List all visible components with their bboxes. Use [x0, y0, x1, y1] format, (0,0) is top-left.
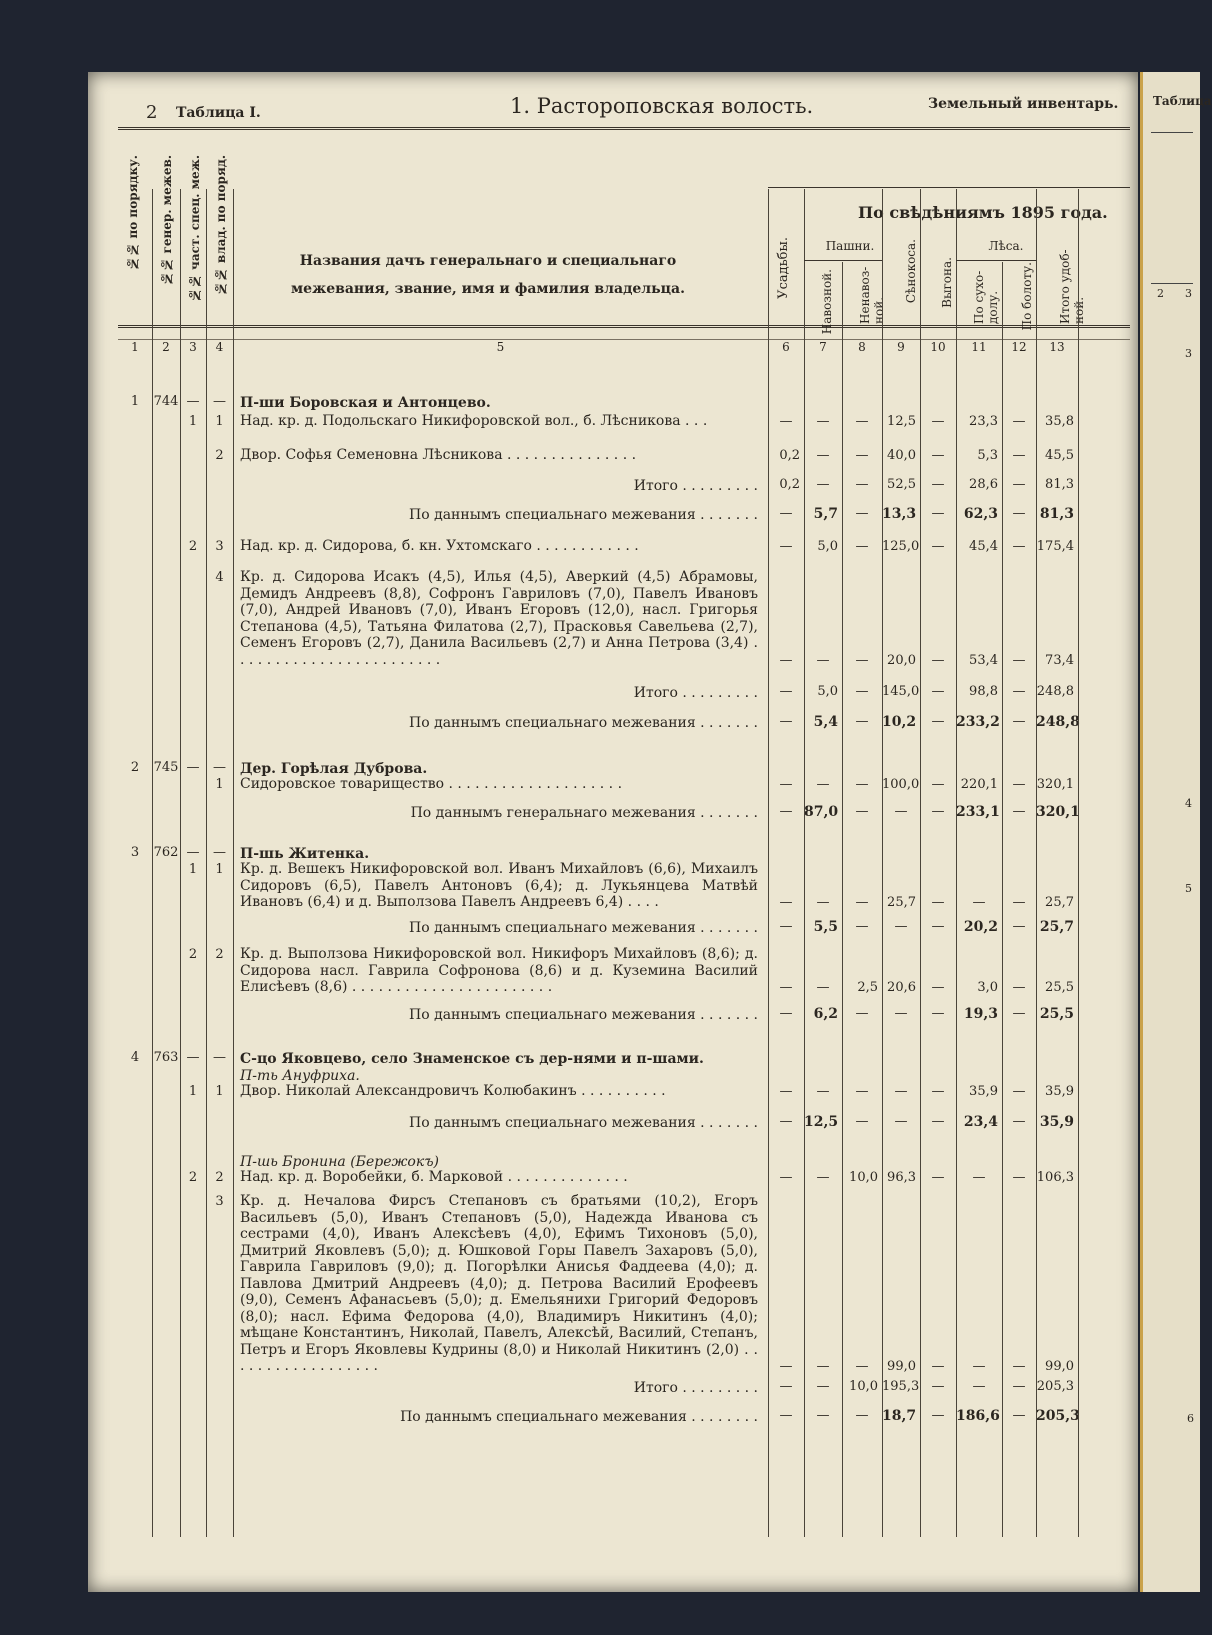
value-cell: —: [894, 919, 908, 934]
value-cell: 40,0: [887, 448, 916, 463]
value-cell: —: [931, 1006, 945, 1021]
value-cell: —: [1012, 1084, 1026, 1099]
value-cell: 99,0: [887, 1359, 916, 1374]
value-cell: —: [855, 684, 869, 699]
row-index: 1: [130, 394, 140, 409]
value-cell: —: [931, 1114, 945, 1129]
col-head-title: Названия дачъ генеральнаго и специальнаго межевания, звание, имя и фамилия владельца.: [291, 253, 685, 297]
value-cell: —: [1012, 414, 1026, 429]
value-cell: —: [779, 1359, 793, 1374]
value-cell: 12,5: [887, 414, 916, 429]
value-cell: —: [1012, 1408, 1026, 1423]
value-cell: —: [1012, 1170, 1026, 1185]
column-rule: [206, 189, 207, 1537]
value-cell: —: [779, 804, 793, 819]
owner-description: Двор. Николай Александровичъ Колюбакинъ . . . . . . . . . .: [240, 1083, 666, 1099]
row-index: 2: [188, 947, 198, 962]
value-cell: —: [779, 777, 793, 792]
column-rule: [804, 189, 805, 1537]
value-cell: —: [972, 1170, 986, 1185]
value-cell: —: [931, 652, 945, 668]
row-index: 744: [153, 394, 179, 409]
value-cell: 35,9: [1045, 1084, 1074, 1099]
col-head-2: №№ генер. межев.: [160, 155, 174, 286]
value-cell: 25,7: [887, 895, 916, 910]
value-cell: —: [1012, 477, 1026, 492]
value-cell: 12,5: [804, 1114, 839, 1130]
next-page-edge: [1140, 72, 1212, 1592]
value-cell: 5,0: [817, 539, 838, 554]
value-cell: —: [816, 448, 830, 463]
value-cell: —: [816, 980, 830, 995]
running-header: Земельный инвентарь.: [928, 96, 1119, 112]
value-cell: 45,4: [969, 539, 998, 554]
value-cell: —: [1012, 539, 1026, 554]
column-rule: [180, 189, 181, 1537]
row-heading: П-шь Житенка.: [240, 846, 370, 862]
value-cell: 99,0: [1045, 1359, 1074, 1374]
summary-label: Итого . . . . . . . . .: [633, 478, 758, 494]
value-cell: 5,5: [813, 919, 838, 935]
owner-description: Над. кр. д. Подольскаго Никифоровской вол., б. Лѣсникова . . .: [240, 413, 708, 429]
row-heading: С-цо Яковцево, село Знаменское съ дер-нями и п-шами.: [240, 1051, 704, 1067]
owner-description: Сидоровское товарищество . . . . . . . . . . . . . . . . . . . .: [240, 776, 623, 792]
value-cell: —: [816, 652, 830, 668]
row-index: 2: [130, 760, 140, 775]
column-number: 2: [162, 340, 170, 354]
row-heading: П-шь Бронина (Бережокъ): [240, 1154, 439, 1170]
page-title: 1. Растороповская волость.: [510, 94, 814, 118]
value-cell: —: [779, 1114, 793, 1129]
row-heading: П-ть Ануфриха.: [240, 1068, 360, 1084]
value-cell: 18,7: [882, 1408, 917, 1424]
column-rule: [1002, 262, 1003, 1537]
value-cell: —: [1012, 980, 1026, 995]
value-cell: —: [779, 919, 793, 934]
value-cell: —: [931, 506, 945, 521]
row-index: 3: [130, 845, 140, 860]
value-cell: 35,9: [969, 1084, 998, 1099]
value-cell: 3,0: [977, 980, 998, 995]
value-cell: —: [1012, 506, 1026, 521]
col-head-pashni: Пашни.: [825, 239, 875, 253]
value-cell: —: [931, 414, 945, 429]
value-cell: 23,4: [963, 1114, 998, 1130]
row-index: —: [213, 845, 226, 860]
next-page-num: 2: [1157, 287, 1164, 300]
column-rule: [842, 262, 843, 1537]
value-cell: —: [1012, 652, 1026, 668]
col-head-bolotu: По болоту.: [1020, 262, 1034, 331]
ledger-page: [88, 72, 1138, 1592]
value-cell: —: [816, 1084, 830, 1099]
value-cell: —: [855, 448, 869, 463]
summary-label: По даннымъ специальнаго межевания . . . . . . .: [408, 1115, 758, 1131]
value-cell: —: [816, 1408, 830, 1423]
col-head-vygona: Выгона.: [940, 257, 954, 308]
value-cell: 10,2: [882, 714, 917, 730]
value-cell: —: [931, 448, 945, 463]
row-index: 1: [188, 862, 198, 877]
value-cell: —: [816, 1379, 830, 1394]
col-head-lesa: Лѣса.: [988, 239, 1024, 253]
row-index: 1: [215, 862, 224, 877]
owner-description: Над. кр. д. Воробейки, б. Марковой . . . . . . . . . . . . . .: [240, 1169, 628, 1185]
value-cell: —: [779, 414, 793, 429]
value-cell: 13,3: [882, 506, 917, 522]
value-cell: —: [855, 1084, 869, 1099]
value-cell: 320,1: [1036, 804, 1080, 820]
value-cell: —: [816, 777, 830, 792]
group-rule: [768, 187, 1130, 188]
value-cell: —: [779, 539, 793, 554]
value-cell: 233,2: [956, 714, 1000, 730]
value-cell: —: [855, 895, 869, 910]
value-cell: 205,3: [1036, 1379, 1074, 1394]
value-cell: —: [931, 1170, 945, 1185]
value-cell: 81,3: [1045, 477, 1074, 492]
value-cell: —: [1012, 1114, 1026, 1129]
row-heading: П-ши Боровская и Антонцево.: [240, 395, 491, 411]
value-cell: —: [855, 652, 869, 668]
value-cell: —: [816, 895, 830, 910]
value-cell: 28,6: [969, 477, 998, 492]
value-cell: —: [1012, 1379, 1026, 1394]
col-head-1: №№ по порядку.: [126, 155, 140, 271]
value-cell: 25,7: [1045, 895, 1074, 910]
column-rule: [956, 189, 957, 1537]
value-cell: —: [816, 477, 830, 492]
row-index: —: [186, 845, 200, 860]
value-cell: —: [1012, 714, 1026, 729]
value-cell: 175,4: [1036, 539, 1074, 554]
summary-label: По даннымъ специальнаго межевания . . . . . . .: [408, 1007, 758, 1023]
owner-description: Кр. д. Вешекъ Никифоровской вол. Иванъ Михайловъ (6,6), Михаилъ Сидоровъ (6,5), Павелъ Антоновъ (6,4); д. Лукьянцева Матвѣй Ивановъ (6,4) и д. Выползова Павелъ Андреевъ 6,4) . . . .: [240, 861, 758, 910]
col-head-suhodolu: По сухо-долу.: [972, 270, 1000, 324]
column-rule: [768, 189, 769, 1537]
value-cell: —: [931, 980, 945, 995]
next-page-header: [1151, 132, 1193, 284]
row-index: 2: [188, 539, 198, 554]
row-index: —: [186, 760, 200, 775]
next-page-num: 4: [1185, 797, 1192, 810]
value-cell: —: [1012, 777, 1026, 792]
column-number: 12: [1011, 340, 1027, 354]
column-rule: [152, 189, 153, 1537]
row-index: 4: [130, 1050, 140, 1065]
col-head-nenavoznoy: Ненавоз-ной.: [858, 266, 886, 324]
summary-label: Итого . . . . . . . . .: [633, 1380, 758, 1396]
row-index: —: [213, 760, 226, 775]
value-cell: —: [931, 1359, 945, 1374]
value-cell: 25,5: [1039, 1006, 1074, 1022]
value-cell: —: [779, 895, 793, 910]
row-index: 763: [153, 1050, 179, 1065]
row-index: —: [186, 394, 200, 409]
value-cell: 233,1: [956, 804, 1000, 820]
column-rule: [1036, 189, 1037, 1537]
column-number: 1: [131, 340, 139, 354]
value-cell: 320,1: [1036, 777, 1074, 792]
value-cell: 205,3: [1036, 1408, 1080, 1424]
value-cell: —: [855, 804, 869, 819]
value-cell: —: [779, 506, 793, 521]
value-cell: 25,5: [1045, 980, 1074, 995]
value-cell: —: [931, 477, 945, 492]
value-cell: —: [1012, 895, 1026, 910]
column-number: 6: [782, 340, 790, 354]
value-cell: 106,3: [1036, 1170, 1074, 1185]
column-number: 3: [189, 340, 197, 354]
value-cell: 45,5: [1045, 448, 1074, 463]
value-cell: —: [779, 1379, 793, 1394]
value-cell: —: [816, 1359, 830, 1374]
value-cell: —: [894, 1114, 908, 1129]
row-index: 2: [215, 448, 224, 463]
value-cell: —: [931, 1379, 945, 1394]
page-number: 2: [146, 102, 158, 123]
row-index: 1: [215, 777, 224, 792]
value-cell: —: [972, 1359, 986, 1374]
owner-description: Кр. д. Выползова Никифоровской вол. Никифоръ Михайловъ (8,6); д. Сидорова насл. Гаврила Софронова (8,6) и д. Куземина Василий Елисѣевъ (8,6) . . . . . . . . . . . . . . . . . . . . . . .: [240, 946, 758, 995]
col-head-navoznoy: Навозной.: [820, 269, 834, 335]
row-index: 1: [188, 1084, 198, 1099]
row-index: 1: [215, 1084, 224, 1099]
value-cell: 10,0: [849, 1379, 878, 1394]
col-head-usadby: Усадьбы.: [776, 237, 791, 299]
value-cell: —: [779, 684, 793, 699]
row-index: 2: [215, 947, 224, 962]
value-cell: —: [1012, 448, 1026, 463]
value-cell: —: [779, 980, 793, 995]
value-cell: 20,6: [887, 980, 916, 995]
value-cell: 5,7: [813, 506, 838, 522]
column-number: 8: [858, 340, 866, 354]
summary-label: По даннымъ специальнаго межевания . . . . . . . .: [400, 1409, 758, 1425]
value-cell: —: [931, 804, 945, 819]
column-rule: [882, 189, 883, 1537]
col-head-info: По свѣдѣниямъ 1895 года.: [858, 203, 1108, 222]
summary-label: По даннымъ специальнаго межевания . . . . . . .: [408, 507, 758, 523]
value-cell: 248,8: [1036, 684, 1074, 699]
row-index: 4: [215, 570, 224, 585]
table-label: Таблица I.: [176, 105, 261, 121]
value-cell: —: [855, 414, 869, 429]
value-cell: 62,3: [963, 506, 998, 522]
owner-description: Двор. Софья Семеновна Лѣсникова . . . . . . . . . . . . . . .: [240, 447, 637, 463]
value-cell: 0,2: [779, 448, 800, 463]
value-cell: 10,0: [849, 1170, 878, 1185]
value-cell: —: [779, 1408, 793, 1423]
value-cell: —: [894, 804, 908, 819]
owner-description: Кр. д. Нечалова Фирсъ Степановъ съ братьями (10,2), Егоръ Васильевъ (5,0), Иванъ Степановъ (5,0), Надежда Иванова съ сестрами (4,0), Иванъ Алексѣевъ (4,0), Ефимъ Тихоновъ (5,0), Дмитрий Яковлевъ (5,0); д. Юшковой Горы Павелъ Захаровъ (5,0), Гаврила Гавриловъ (9,0); д. Погорѣлки Анисья Фаддеева (4,0); д. Павлова Дмитрий Андреевъ (4,0); д. Петрова Василий Ерофеевъ (9,0), Семенъ Афанасьевъ (5,0); д. Емельянихи Григорий Федоровъ (8,0); насл. Ефима Федорова (4,0), Владимиръ Никитинъ (4,0); мѣщане Константинъ, Николай, Павелъ, Алексѣй, Василий, Степанъ, Петръ и Егоръ Яковлевы Кудрины (8,0) и Николай Никитинъ (2,0) . . . . . . . . . . . . . . . . . .: [240, 1193, 758, 1374]
value-cell: 20,0: [887, 652, 916, 668]
value-cell: —: [931, 919, 945, 934]
summary-label: По даннымъ генеральнаго межевания . . . . . . .: [410, 805, 758, 821]
value-cell: 145,0: [882, 684, 920, 699]
value-cell: —: [779, 652, 793, 668]
value-cell: —: [855, 777, 869, 792]
next-page-num: 3: [1185, 347, 1192, 360]
column-number: 4: [215, 340, 224, 354]
column-rule: [233, 189, 234, 1537]
value-cell: —: [931, 539, 945, 554]
row-index: 745: [153, 760, 179, 775]
value-cell: 20,2: [963, 919, 998, 935]
value-cell: 53,4: [969, 652, 998, 668]
value-cell: 73,4: [1045, 652, 1074, 668]
col-head-4: №№ влад. по поряд.: [214, 155, 228, 296]
value-cell: 5,0: [817, 684, 838, 699]
value-cell: —: [855, 1408, 869, 1423]
value-cell: —: [855, 506, 869, 521]
value-cell: 96,3: [887, 1170, 916, 1185]
value-cell: 0,2: [779, 477, 800, 492]
row-index: —: [213, 394, 226, 409]
value-cell: —: [855, 1359, 869, 1374]
ledger-table: [118, 127, 1130, 1537]
value-cell: 87,0: [804, 804, 839, 820]
col-head-itogo: Итого удоб-ной.: [1058, 249, 1086, 324]
row-index: —: [213, 1050, 226, 1065]
value-cell: —: [1012, 684, 1026, 699]
value-cell: —: [1012, 1359, 1026, 1374]
column-number: 7: [819, 340, 827, 354]
next-page-title: Таблица: [1153, 94, 1212, 108]
value-cell: 35,9: [1039, 1114, 1074, 1130]
column-number: 11: [971, 340, 987, 354]
row-index: —: [186, 1050, 200, 1065]
summary-label: По даннымъ специальнаго межевания . . . . . . .: [408, 920, 758, 936]
value-cell: —: [779, 714, 793, 729]
value-cell: —: [855, 539, 869, 554]
value-cell: 220,1: [960, 777, 998, 792]
value-cell: 195,3: [882, 1379, 920, 1394]
value-cell: —: [931, 1084, 945, 1099]
next-page-num: 6: [1187, 1412, 1194, 1425]
value-cell: —: [779, 1084, 793, 1099]
group-rule: [956, 260, 1036, 261]
value-cell: —: [972, 1379, 986, 1394]
value-cell: —: [1012, 919, 1026, 934]
row-index: 1: [188, 414, 198, 429]
col-head-3: №№ част. спец. меж.: [188, 155, 202, 303]
value-cell: —: [816, 1170, 830, 1185]
column-number: 5: [496, 340, 505, 354]
row-index: 3: [215, 539, 224, 554]
owner-description: Над. кр. д. Сидорова, б. кн. Ухтомскаго . . . . . . . . . . . .: [240, 538, 639, 554]
row-index: 2: [188, 1170, 198, 1185]
value-cell: 2,5: [857, 980, 878, 995]
value-cell: 100,0: [882, 777, 920, 792]
next-page-num: 5: [1185, 882, 1192, 895]
value-cell: —: [931, 777, 945, 792]
value-cell: 52,5: [887, 477, 916, 492]
value-cell: —: [931, 895, 945, 910]
value-cell: —: [816, 414, 830, 429]
next-page-num: 3: [1185, 287, 1192, 300]
value-cell: 186,6: [956, 1408, 1000, 1424]
column-number: 13: [1049, 340, 1065, 354]
value-cell: —: [855, 477, 869, 492]
column-rule: [1078, 189, 1079, 1537]
value-cell: —: [1012, 804, 1026, 819]
summary-label: По даннымъ специальнаго межевания . . . . . . .: [408, 715, 758, 731]
group-rule: [804, 260, 882, 261]
value-cell: 81,3: [1039, 506, 1074, 522]
value-cell: 25,7: [1039, 919, 1074, 935]
value-cell: —: [855, 714, 869, 729]
value-cell: —: [931, 684, 945, 699]
value-cell: 6,2: [813, 1006, 838, 1022]
row-index: 1: [215, 414, 224, 429]
value-cell: —: [931, 714, 945, 729]
value-cell: —: [894, 1006, 908, 1021]
value-cell: —: [855, 1006, 869, 1021]
value-cell: 5,4: [813, 714, 838, 730]
summary-label: Итого . . . . . . . . .: [633, 685, 758, 701]
row-index: 762: [153, 845, 179, 860]
value-cell: 5,3: [977, 448, 998, 463]
value-cell: 35,8: [1045, 414, 1074, 429]
row-heading: Дер. Горѣлая Дуброва.: [240, 761, 428, 777]
value-cell: 125,0: [882, 539, 920, 554]
value-cell: —: [779, 1006, 793, 1021]
value-cell: —: [894, 1084, 908, 1099]
row-index: 2: [215, 1170, 224, 1185]
col-head-senokos: Сѣнокоса.: [904, 239, 918, 304]
row-index: 3: [215, 1194, 224, 1209]
value-cell: —: [931, 1408, 945, 1423]
value-cell: —: [779, 1170, 793, 1185]
value-cell: —: [972, 895, 986, 910]
value-cell: 19,3: [963, 1006, 998, 1022]
value-cell: 248,8: [1036, 714, 1080, 730]
column-rule: [920, 189, 921, 1537]
value-cell: —: [1012, 1006, 1026, 1021]
value-cell: 98,8: [969, 684, 998, 699]
owner-description: Кр. д. Сидорова Исакъ (4,5), Илья (4,5), Аверкий (4,5) Абрамовы, Демидъ Андреевъ (8,8), Софронъ Гавриловъ (7,0), Павелъ Ивановъ (7,0), Андрей Ивановъ (7,0), Иванъ Егоровъ (12,0), насл. Григорья Степанова (4,5), Татьяна Филатова (2,7), Прасковья Савельева (2,7), Семенъ Егоровъ (2,7), Данила Васильевъ (2,7) и Анна Петрова (3,4) . . . . . . . . . . . . . . . . . . . . . . . .: [240, 569, 758, 668]
value-cell: 23,3: [969, 414, 998, 429]
value-cell: —: [855, 919, 869, 934]
column-number: 10: [930, 340, 946, 354]
value-cell: —: [855, 1114, 869, 1129]
column-number: 9: [897, 340, 905, 354]
